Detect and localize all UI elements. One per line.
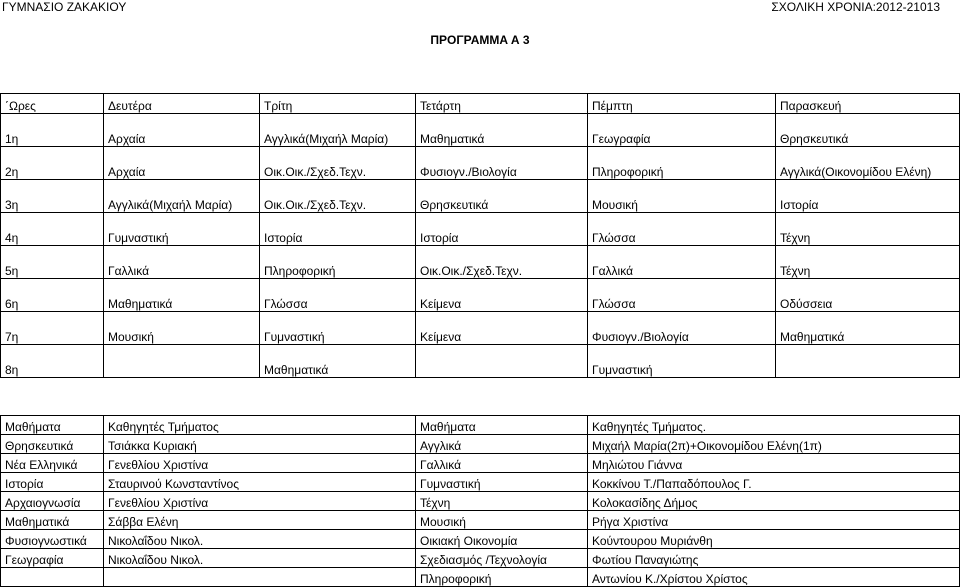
teachers-cell: Γαλλικά: [416, 454, 588, 473]
teachers-row: [1, 568, 960, 587]
teachers-row: [1, 454, 960, 473]
schedule-cell: Φυσιογν./Βιολογία: [416, 147, 588, 180]
teachers-header-cell: Μαθήματα: [1, 416, 104, 435]
schedule-header-cell: Δευτέρα: [104, 94, 260, 114]
schedule-row: [1, 180, 960, 213]
schedule-cell: [416, 345, 588, 378]
teachers-header-cell: Καθηγητές Τμήματος: [104, 416, 416, 435]
teachers-cell: Νικολαΐδου Νικολ.: [104, 530, 416, 549]
schedule-cell: Οικ.Οικ./Σχεδ.Τεχν.: [260, 147, 416, 180]
teachers-cell: Φωτίου Παναγιώτης: [588, 549, 960, 568]
teachers-cell: Φυσιογνωστικά: [1, 530, 104, 549]
teachers-cell: Μιχαήλ Μαρία(2π)+Οικονομίδου Ελένη(1π): [588, 435, 960, 454]
schedule-row: [1, 213, 960, 246]
schedule-cell: Μουσική: [588, 180, 776, 213]
schedule-table: [0, 93, 960, 378]
schedule-row: [1, 279, 960, 312]
teachers-row: [1, 549, 960, 568]
teachers-cell: Μηλιώτου Γιάννα: [588, 454, 960, 473]
teachers-cell: Τέχνη: [416, 492, 588, 511]
schedule-cell: Γυμναστική: [588, 345, 776, 378]
schedule-cell: Γυμναστική: [260, 312, 416, 345]
school-name: ΓΥΜΝΑΣΙΟ ΖΑΚΑΚΙΟΥ: [2, 0, 127, 14]
teachers-cell: Νικολαΐδου Νικολ.: [104, 549, 416, 568]
schedule-cell: [776, 345, 960, 378]
teachers-table: [0, 415, 960, 587]
schedule-cell: Οικ.Οικ./Σχεδ.Τεχν.: [416, 246, 588, 279]
schedule-cell: Αρχαία: [104, 114, 260, 147]
teachers-cell: Γυμναστική: [416, 473, 588, 492]
schedule-cell: Τέχνη: [776, 213, 960, 246]
school-year: ΣΧΟΛΙΚΗ ΧΡΟΝΙΑ:2012-21013: [771, 0, 940, 14]
schedule-row: [1, 312, 960, 345]
schedule-row: [1, 345, 960, 378]
schedule-cell: Ιστορία: [776, 180, 960, 213]
teachers-cell: Γεωγραφία: [1, 549, 104, 568]
schedule-cell: 4η: [1, 213, 104, 246]
schedule-header-cell: Τετάρτη: [416, 94, 588, 114]
schedule-cell: Γεωγραφία: [588, 114, 776, 147]
teachers-header-cell: Καθηγητές Τμήματος.: [588, 416, 960, 435]
schedule-cell: Θρησκευτικά: [776, 114, 960, 147]
schedule-cell: Μαθηματικά: [104, 279, 260, 312]
schedule-cell: 5η: [1, 246, 104, 279]
schedule-cell: Μαθηματικά: [260, 345, 416, 378]
teachers-cell: [104, 568, 416, 587]
schedule-cell: Αγγλικά(Μιχαήλ Μαρία): [104, 180, 260, 213]
schedule-header-cell: ΄Ωρες: [1, 94, 104, 114]
schedule-header-cell: Τρίτη: [260, 94, 416, 114]
schedule-cell: 1η: [1, 114, 104, 147]
schedule-cell: Γλώσσα: [260, 279, 416, 312]
teachers-cell: Νέα Ελληνικά: [1, 454, 104, 473]
teachers-cell: Μαθηματικά: [1, 511, 104, 530]
teachers-cell: Τσιάκκα Κυριακή: [104, 435, 416, 454]
schedule-cell: Μαθηματικά: [776, 312, 960, 345]
teachers-cell: Σχεδιασμός /Τεχνολογία: [416, 549, 588, 568]
schedule-cell: Φυσιογν./Βιολογία: [588, 312, 776, 345]
schedule-row: [1, 114, 960, 147]
schedule-cell: Γαλλικά: [588, 246, 776, 279]
schedule-cell: Αγγλικά(Μιχαήλ Μαρία): [260, 114, 416, 147]
schedule-cell: Θρησκευτικά: [416, 180, 588, 213]
schedule-cell: 7η: [1, 312, 104, 345]
schedule-cell: 6η: [1, 279, 104, 312]
schedule-cell: Γλώσσα: [588, 213, 776, 246]
teachers-cell: Οικιακή Οικονομία: [416, 530, 588, 549]
schedule-cell: [104, 345, 260, 378]
teachers-header-cell: Μαθήματα: [416, 416, 588, 435]
teachers-cell: Κούντουρου Μυριάνθη: [588, 530, 960, 549]
teachers-row-header: [1, 416, 960, 435]
schedule-cell: Πληροφορική: [260, 246, 416, 279]
teachers-row: [1, 473, 960, 492]
teachers-cell: Μουσική: [416, 511, 588, 530]
teachers-row: [1, 511, 960, 530]
schedule-cell: Πληροφορική: [588, 147, 776, 180]
teachers-cell: Σταυρινού Κωνσταντίνος: [104, 473, 416, 492]
schedule-cell: Τέχνη: [776, 246, 960, 279]
page-title: ΠΡΟΓΡΑΜΜΑ Α 3: [430, 33, 530, 47]
schedule-cell: Αρχαία: [104, 147, 260, 180]
schedule-header-cell: Παρασκευή: [776, 94, 960, 114]
teachers-cell: Ιστορία: [1, 473, 104, 492]
teachers-cell: Αγγλικά: [416, 435, 588, 454]
schedule-cell: Κείμενα: [416, 279, 588, 312]
teachers-cell: Αρχαιογνωσία: [1, 492, 104, 511]
schedule-row-header: [1, 94, 960, 114]
teachers-row: [1, 492, 960, 511]
teachers-cell: Πληροφορική: [416, 568, 588, 587]
schedule-cell: 8η: [1, 345, 104, 378]
schedule-row: [1, 246, 960, 279]
schedule-cell: Οδύσσεια: [776, 279, 960, 312]
schedule-cell: Μουσική: [104, 312, 260, 345]
schedule-cell: Ιστορία: [260, 213, 416, 246]
teachers-cell: Θρησκευτικά: [1, 435, 104, 454]
schedule-cell: Γλώσσα: [588, 279, 776, 312]
schedule-cell: Μαθηματικά: [416, 114, 588, 147]
teachers-cell: Αντωνίου Κ./Χρίστου Χρίστος: [588, 568, 960, 587]
schedule-cell: Αγγλικά(Οικονομίδου Ελένη): [776, 147, 960, 180]
schedule-cell: Κείμενα: [416, 312, 588, 345]
teachers-cell: Γενεθλίου Χριστίνα: [104, 492, 416, 511]
teachers-cell: Γενεθλίου Χριστίνα: [104, 454, 416, 473]
schedule-row: [1, 147, 960, 180]
teachers-cell: Σάββα Ελένη: [104, 511, 416, 530]
schedule-cell: 3η: [1, 180, 104, 213]
teachers-cell: Ρήγα Χριστίνα: [588, 511, 960, 530]
schedule-cell: Οικ.Οικ./Σχεδ.Τεχν.: [260, 180, 416, 213]
teachers-cell: Κοκκίνου Τ./Παπαδόπουλος Γ.: [588, 473, 960, 492]
schedule-header-cell: Πέμπτη: [588, 94, 776, 114]
schedule-cell: Ιστορία: [416, 213, 588, 246]
teachers-row: [1, 435, 960, 454]
schedule-cell: Γυμναστική: [104, 213, 260, 246]
teachers-cell: Κολοκασίδης Δήμος: [588, 492, 960, 511]
schedule-cell: Γαλλικά: [104, 246, 260, 279]
teachers-row: [1, 530, 960, 549]
schedule-cell: 2η: [1, 147, 104, 180]
teachers-cell: [1, 568, 104, 587]
